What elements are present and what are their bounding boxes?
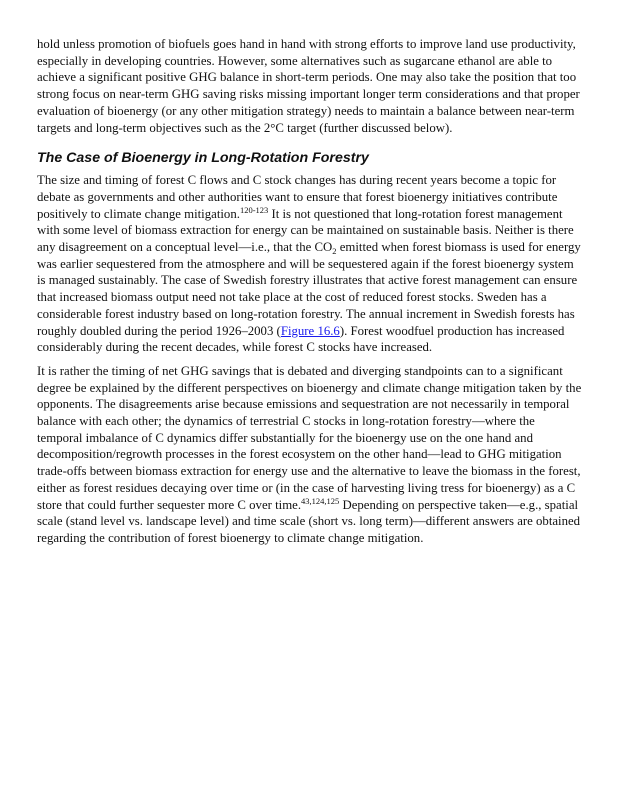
section-heading: The Case of Bioenergy in Long-Rotation Forestry: [37, 150, 369, 167]
paragraph-2-text-a: The size and timing of forest C flows and C stock changes has during recent years become a topic for debate as governments and other authorities want to ensure that forest bioenergy initiatives contribute positively to climate change mitigation.: [37, 173, 558, 221]
paragraph-2: [37, 172, 582, 356]
co2-subscript: 2: [332, 246, 337, 257]
citation-ref-120-123: 120-123: [239, 204, 269, 215]
paragraph-3: [37, 363, 582, 547]
paragraph-2-text-d: ). Forest woodfuel production has increased considerably during the recent decades, while forest C stocks have increased.: [37, 323, 565, 355]
citation-ref-43-124-125: 43,124,125: [301, 495, 340, 506]
paragraph-3-text-a: It is rather the timing of net GHG savings that is debated and diverging standpoints can to a significant degree be explained by the different perspectives on bioenergy and climate change mitigation taken by the opponents. The disagreements arise because emissions and sequestration are not necessarily in temporal balance with each other; the dynamics of terrestrial C stocks in long-rotation forestry—where the temporal imbalance of C dynamics differ substantially for the bioenergy use on the one hand and decomposition/regrowth processes in the forest ecosystem on the other hand—lead to GHG mitigation trade-offs between biomass extraction for energy use and the alternative to leave the biomass in the forest, either as forest residues decaying over time or (in the case of harvesting living tress for bioenergy) as a C store that could further sequester more C over time.: [37, 363, 582, 512]
paragraph-3-text-b: Depending on perspective taken—e.g., spatial scale (stand level vs. landscape level) and time scale (short vs. long term)—different answers are obtained regarding the contribution of forest bioenergy to climate change mitigation.: [37, 497, 581, 545]
paragraph-2-text-c: emitted when forest biomass is used for energy was earlier sequestered from the atmosphere and will be sequestered again if the forest bioenergy system is managed sustainably. The case of Swedish forestry illustrates that active forest management can ensure that increased biomass output need not take place at the cost of reduced forest stocks. Sweden has a considerable forest industry based on long-rotation forestry. The annual increment in Swedish forests has roughly doubled during the period 1926–2003 (: [37, 240, 581, 338]
paragraph-1: hold unless promotion of biofuels goes hand in hand with strong efforts to improve land use productivity, especially in developing countries. However, some alternatives such as sugarcane ethanol are able to achieve a significant positive GHG balance in short-term periods. One may also take the position that too strong focus on near-term GHG saving risks missing important longer term considerations and that proper evaluation of bioenergy (or any other mitigation strategy) needs to maintain a balance between near-term targets and long-term objectives such as the 2°C target (further discussed below).: [37, 37, 580, 135]
document-page: [37, 36, 582, 547]
paragraph-2-text-b: It is not questioned that long-rotation forest management with some level of biomass extraction for energy can be maintained on sustainable basis. Neither is there any disagreement on a conceptual level—i.e., that the CO: [37, 206, 574, 255]
figure-16-6-link[interactable]: Figure 16.6: [280, 323, 340, 338]
